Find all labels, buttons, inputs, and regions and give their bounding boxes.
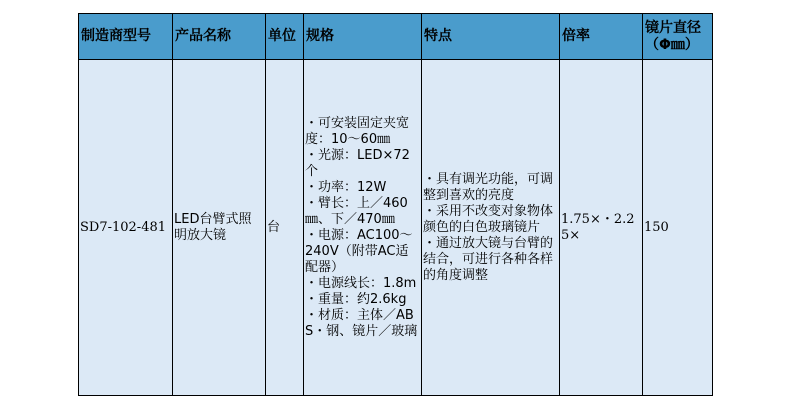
feature-line: ・具有调光功能，可调整到喜欢的亮度 [423, 171, 554, 203]
spec-line: ・可安装固定夹宽度：10～60㎜ [305, 115, 410, 147]
header-unit: 单位 [266, 14, 304, 60]
header-model: 制造商型号 [79, 14, 173, 60]
cell-specs [304, 60, 422, 396]
spec-line: ・功率：12W [305, 179, 387, 195]
header-magnification: 倍率 [560, 14, 643, 60]
cell-features [422, 60, 560, 396]
spec-line: ・重量：约2.6kg [305, 291, 407, 307]
spec-line: ・电源：AC100～240V（附带AC适配器） [305, 227, 413, 275]
table-row [79, 60, 713, 396]
cell-magnification: 1.75×・2.25× [560, 60, 643, 396]
header-lens-diameter: 镜片直径（Φ㎜） [643, 14, 713, 60]
table-header-row [79, 14, 713, 60]
cell-lens-diameter: 150 [643, 60, 713, 396]
spec-line: ・臂长：上／460㎜、下／470㎜ [305, 195, 408, 227]
spec-line: ・材质：主体／ABS・钢、镜片／玻璃 [305, 307, 418, 339]
cell-unit: 台 [266, 60, 304, 396]
feature-list [423, 172, 558, 284]
product-spec-table [78, 13, 713, 396]
header-specs: 规格 [304, 14, 422, 60]
feature-line: ・通过放大镜与台臂的结合，可进行各种各样的角度调整 [423, 235, 554, 283]
cell-product-name: LED台臂式照明放大镜 [173, 60, 266, 396]
spec-line: ・光源：LED×72个 [305, 147, 410, 179]
spec-list [305, 116, 420, 340]
spec-line: ・电源线长：1.8m [305, 275, 417, 291]
cell-model: SD7-102-481 [79, 60, 173, 396]
feature-line: ・采用不改变对象物体颜色的白色玻璃镜片 [423, 203, 554, 235]
header-features: 特点 [422, 14, 560, 60]
header-product-name: 产品名称 [173, 14, 266, 60]
